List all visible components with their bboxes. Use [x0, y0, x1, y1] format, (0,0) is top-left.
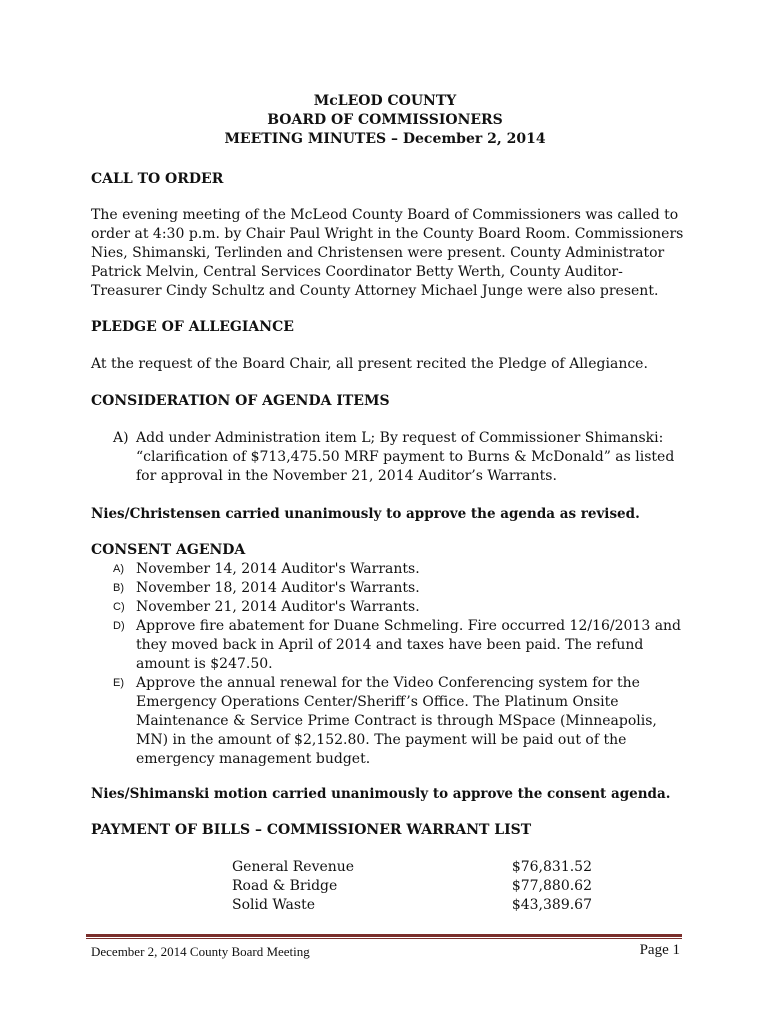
- list-item-line: “clarification of $713,475.50 MRF payment to Burns & McDonald” as listed: [136, 449, 675, 465]
- list-item: [91, 598, 691, 617]
- paragraph-line: Treasurer Cindy Schultz and County Attorney Michael Junge were also present.: [91, 283, 659, 299]
- list-item-line: emergency management budget.: [136, 751, 371, 767]
- list-marker: C): [113, 601, 125, 613]
- fund-amount: $77,880.62: [511, 878, 592, 894]
- paragraph-line: Patrick Melvin, Central Services Coordinator Betty Werth, County Auditor-: [91, 264, 623, 280]
- footer-divider-thin: [86, 938, 682, 939]
- list-item: [91, 579, 691, 598]
- footer-divider: [86, 934, 682, 937]
- board-name: BOARD OF COMMISSIONERS: [267, 112, 503, 128]
- list-item: [91, 617, 691, 674]
- county-name: McLEOD COUNTY: [313, 93, 457, 109]
- agenda-motion: Nies/Christensen carried unanimously to approve the agenda as revised.: [91, 506, 640, 522]
- list-marker: E): [113, 677, 124, 689]
- agenda-item: [91, 429, 691, 486]
- list-item-line: Approve the annual renewal for the Video Conferencing system for the: [136, 675, 640, 691]
- list-item-line: Approve fire abatement for Duane Schmeling. Fire occurred 12/16/2013 and: [136, 618, 682, 634]
- meeting-title: MEETING MINUTES – December 2, 2014: [224, 131, 546, 147]
- bills-heading: PAYMENT OF BILLS – COMMISSIONER WARRANT LIST: [91, 822, 532, 838]
- fund-amount: $76,831.52: [511, 859, 592, 875]
- footer-meeting-label: December 2, 2014 County Board Meeting: [91, 944, 310, 959]
- fund-label: Road & Bridge: [232, 878, 338, 894]
- paragraph-line: The evening meeting of the McLeod County Board of Commissioners was called to: [91, 207, 679, 223]
- fund-label: General Revenue: [232, 859, 355, 875]
- list-item: [91, 560, 691, 579]
- table-row: [232, 877, 592, 896]
- list-marker: D): [113, 620, 125, 632]
- list-item-line: November 18, 2014 Auditor's Warrants.: [136, 580, 420, 596]
- fund-label: Solid Waste: [232, 897, 316, 913]
- consent-list: [91, 560, 691, 769]
- list-item-line: Add under Administration item L; By request of Commissioner Shimanski:: [136, 430, 664, 446]
- fund-amount: $43,389.67: [511, 897, 592, 913]
- paragraph-line: At the request of the Board Chair, all present recited the Pledge of Allegiance.: [91, 356, 648, 372]
- list-item-line: MN) in the amount of $2,152.80. The payment will be paid out of the: [136, 732, 627, 748]
- page-number: Page 1: [639, 942, 680, 958]
- list-item-line: amount is $247.50.: [136, 656, 273, 672]
- call-to-order-heading: CALL TO ORDER: [91, 171, 224, 187]
- table-row: [232, 896, 592, 915]
- warrant-list: [232, 858, 592, 915]
- list-item-line: for approval in the November 21, 2014 Auditor’s Warrants.: [136, 468, 557, 484]
- paragraph-line: order at 4:30 p.m. by Chair Paul Wright in the County Board Room. Commissioners: [91, 226, 684, 242]
- paragraph-line: Nies, Shimanski, Terlinden and Christensen were present. County Administrator: [91, 245, 665, 261]
- list-item-line: November 21, 2014 Auditor's Warrants.: [136, 599, 420, 615]
- call-to-order-paragraph: [91, 206, 691, 301]
- list-item: [91, 674, 691, 769]
- pledge-heading: PLEDGE OF ALLEGIANCE: [91, 319, 294, 335]
- table-row: [232, 858, 592, 877]
- agenda-heading: CONSIDERATION OF AGENDA ITEMS: [91, 393, 390, 409]
- list-item-line: November 14, 2014 Auditor's Warrants.: [136, 561, 420, 577]
- pledge-paragraph: [91, 355, 691, 374]
- consent-motion: Nies/Shimanski motion carried unanimously to approve the consent agenda.: [91, 786, 671, 802]
- list-item-line: Emergency Operations Center/Sheriff’s Office. The Platinum Onsite: [136, 694, 619, 710]
- consent-heading: CONSENT AGENDA: [91, 542, 246, 558]
- list-marker: B): [113, 582, 124, 594]
- list-item-line: Maintenance & Service Prime Contract is through MSpace (Minneapolis,: [136, 713, 657, 729]
- list-marker: A): [113, 430, 129, 446]
- list-marker: A): [113, 563, 124, 575]
- list-item-line: they moved back in April of 2014 and taxes have been paid. The refund: [136, 637, 644, 653]
- document-header: [0, 92, 770, 149]
